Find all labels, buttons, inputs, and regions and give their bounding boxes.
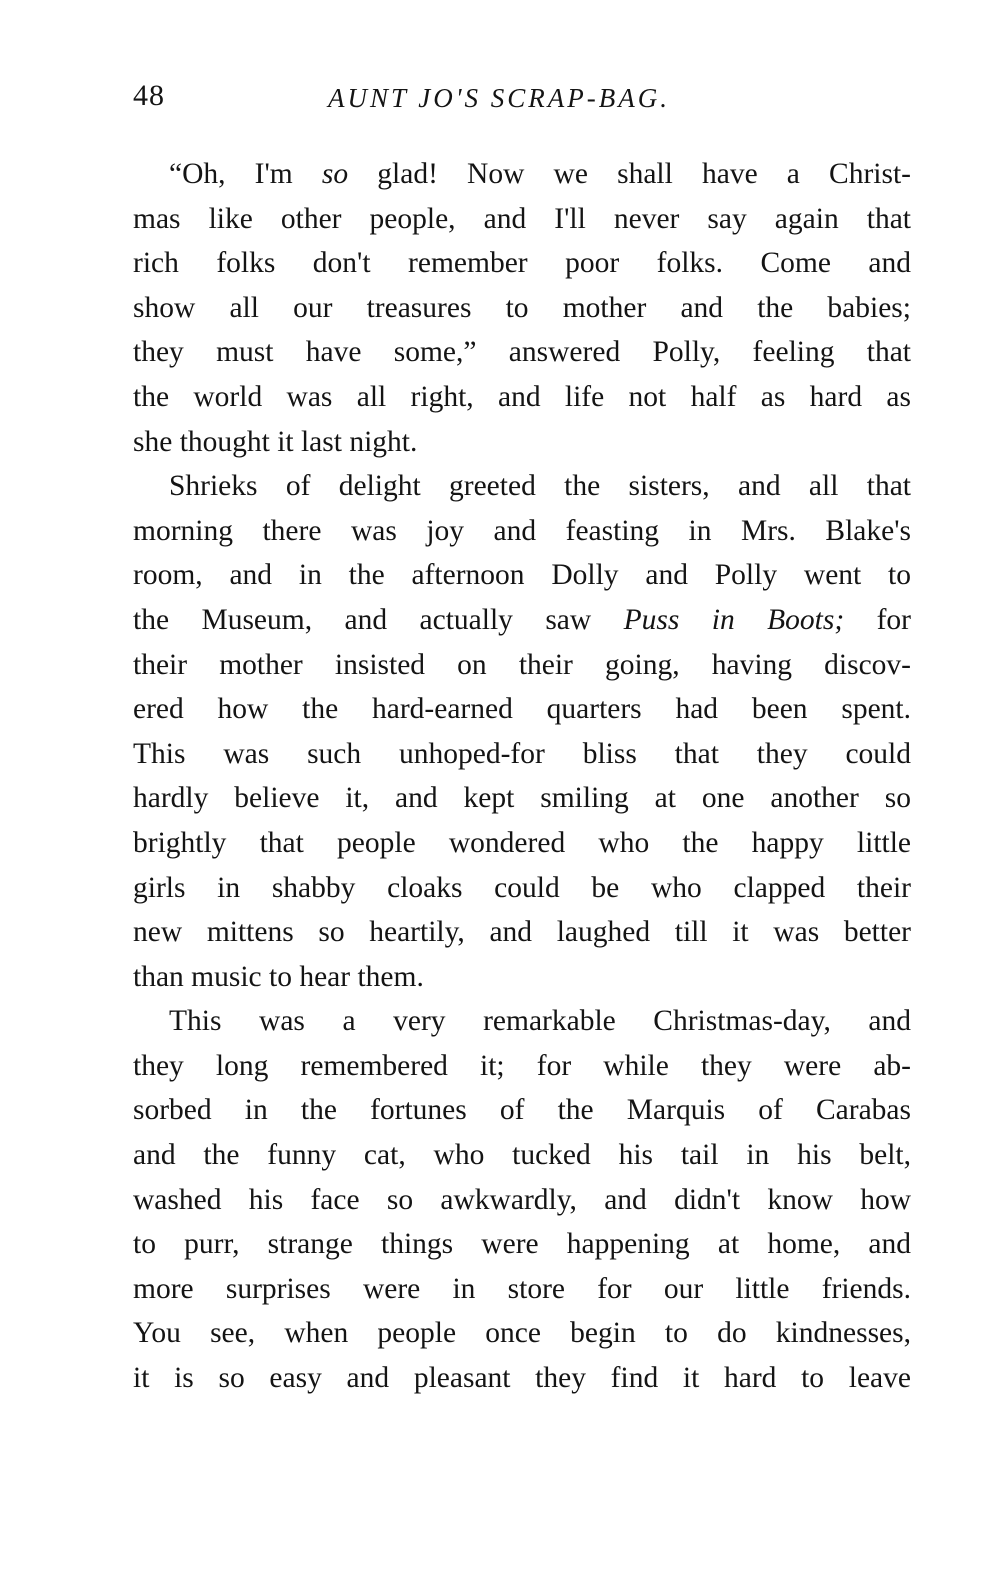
text-line: she thought it last night. <box>133 425 418 458</box>
text-line: girls in shabby cloaks could be who clapped their <box>133 871 911 904</box>
text-line: more surprises were in store for our little friends. <box>133 1272 911 1305</box>
text-line: show all our treasures to mother and the babies; <box>133 291 911 324</box>
text-line: Shrieks of delight greeted the sisters, and all that <box>169 470 911 503</box>
text-line: they long remembered it; for while they were ab- <box>133 1049 911 1082</box>
body-text <box>133 152 911 1401</box>
text-line: morning there was joy and feasting in Mrs. Blake's <box>133 514 911 547</box>
text-line: brightly that people wondered who the happy little <box>133 826 911 859</box>
text-line: This was a very remarkable Christmas-day, and <box>169 1005 911 1038</box>
text-line: rich folks don't remember poor folks. Come and <box>133 247 911 280</box>
text-line: new mittens so heartily, and laughed till it was better <box>133 916 911 949</box>
text-line: You see, when people once begin to do kindnesses, <box>133 1317 911 1350</box>
text-line: than music to hear them. <box>133 960 424 993</box>
text-line: ered how the hard-earned quarters had been spent. <box>133 693 911 726</box>
text-line: the Museum, and actually saw Puss in Boots; for <box>133 603 911 636</box>
text-line: “Oh, I'm so glad! Now we shall have a Christ- <box>169 158 911 190</box>
text-line: room, and in the afternoon Dolly and Polly went to <box>133 559 911 592</box>
page-number: 48 <box>133 79 165 112</box>
text-line: to purr, strange things were happening at home, and <box>133 1228 911 1261</box>
text-line: hardly believe it, and kept smiling at one another so <box>133 782 911 815</box>
text-line: they must have some,” answered Polly, feeling that <box>133 336 911 369</box>
page-header <box>133 76 913 120</box>
text-line: their mother insisted on their going, having discov- <box>133 648 911 681</box>
text-line: and the funny cat, who tucked his tail in his belt, <box>133 1139 911 1172</box>
text-line: it is so easy and pleasant they find it hard to leave <box>133 1362 911 1395</box>
text-line: sorbed in the fortunes of the Marquis of Carabas <box>133 1094 911 1127</box>
text-line: This was such unhoped-for bliss that they could <box>133 737 911 770</box>
text-line: the world was all right, and life not half as hard as <box>133 380 911 413</box>
text-line: mas like other people, and I'll never say again that <box>133 202 911 235</box>
text-line: washed his face so awkwardly, and didn't know how <box>133 1183 911 1216</box>
running-title: AUNT JO'S SCRAP-BAG. <box>328 83 670 113</box>
